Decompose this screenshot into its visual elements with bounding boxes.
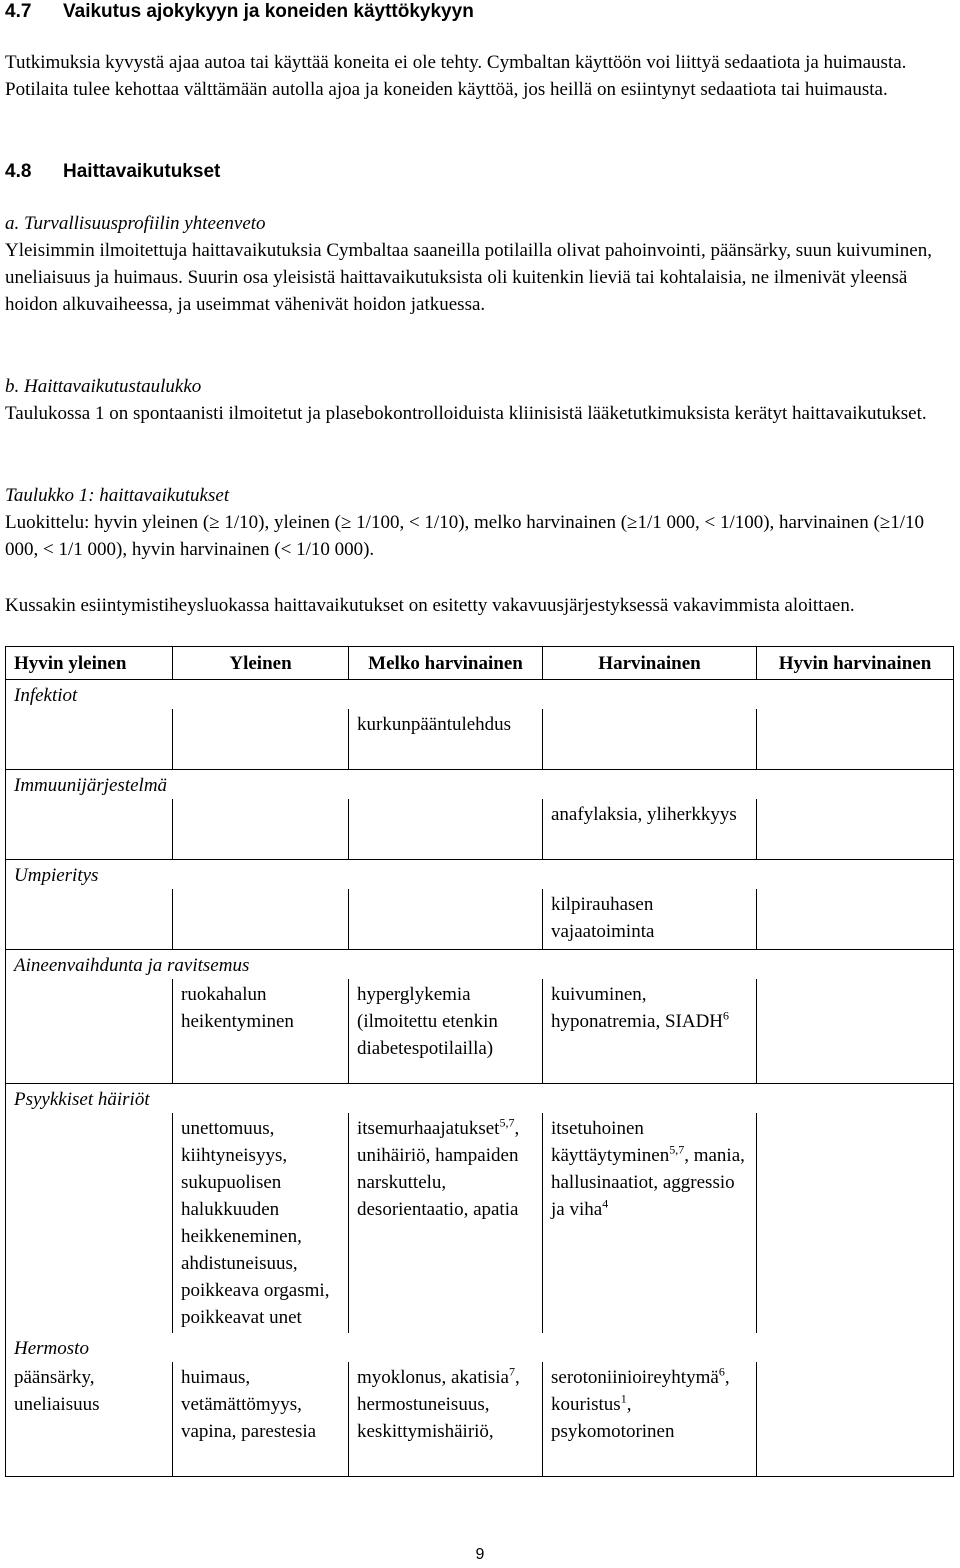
class-row-metabolism [6, 950, 954, 980]
class-row-nervous [6, 1333, 954, 1362]
section-number: 4.8 [5, 161, 32, 182]
section-number: 4.7 [5, 1, 32, 22]
class-row-infections [6, 680, 954, 710]
organ-class-label: Psyykkiset häiriöt [6, 1084, 954, 1114]
cell-text: kuivuminen, hyponatremia, SIADH [551, 984, 724, 1032]
classification-block [5, 482, 957, 563]
cell-uncommon: hyperglykemia (ilmoitettu etenkin diabetespotilailla) [349, 979, 543, 1084]
organ-class-label: Infektiot [6, 680, 954, 710]
footnote-ref: 5,7 [499, 1115, 515, 1130]
cell-text: , hermostuneisuus, keskittymishäiriö, [357, 1367, 520, 1442]
cell-very-common: päänsärky, uneliaisuus [6, 1362, 173, 1477]
cell-text: myoklonus, akatisia [357, 1367, 509, 1388]
cell-common: ruokahalun heikentyminen [173, 979, 349, 1084]
cell-text: itsetuhoinen käyttäytyminen [551, 1118, 670, 1166]
footnote-ref: 7 [508, 1364, 515, 1379]
cell-uncommon [349, 1113, 543, 1333]
header-very-rare: Hyvin harvinainen [757, 647, 954, 680]
footnote-ref: 4 [602, 1196, 609, 1211]
cell-common: huimaus, vetämättömyys, vapina, parestesia [173, 1362, 349, 1477]
table-row [6, 979, 954, 1084]
organ-class-label: Immuunijärjestelmä [6, 770, 954, 800]
subheading-a: a. Turvallisuusprofiilin yhteenveto [5, 213, 266, 234]
header-common: Yleinen [173, 647, 349, 680]
cell-text: itsemurhaajatukset [357, 1118, 500, 1139]
class-row-endocrine [6, 860, 954, 890]
order-note: Kussakin esiintymistiheysluokassa haittavaikutukset on esitetty vakavuusjärjestyksessä vakavimmista aloittaen. [5, 595, 855, 616]
header-uncommon: Melko harvinainen [349, 647, 543, 680]
adverse-table-intro-text: Taulukossa 1 on spontaanisti ilmoitetut ja plasebokontrolloiduista kliinisistä lääketutkimuksista kerätyt haittavaikutukset. [5, 403, 927, 424]
cell-text: , kouristus [551, 1367, 730, 1415]
footnote-ref: 6 [723, 1008, 730, 1023]
section-title: Haittavaikutukset [63, 161, 221, 182]
table-header-row [6, 647, 954, 680]
table-caption: Taulukko 1: haittavaikutukset [5, 485, 230, 506]
class-row-immune [6, 770, 954, 800]
driving-paragraph: Tutkimuksia kyvystä ajaa autoa tai käyttää koneita ei ole tehty. Cymbaltan käyttöön voi liittyä sedaatiota ja huimausta. Potilaita tulee kehottaa välttämään autolla ajoa ja koneiden käyttöä, jos heillä on esiintynyt sedaatiota tai huimausta. [5, 52, 907, 100]
cell-uncommon: kurkunpääntulehdus [349, 709, 543, 770]
class-row-psychiatric [6, 1084, 954, 1114]
classification-text: Luokittelu: hyvin yleinen (≥ 1/10), yleinen (≥ 1/100, < 1/10), melko harvinainen (≥1/1 000, < 1/100), harvinainen (≥1/10 000, < 1/1 000), hyvin harvinainen (< 1/10 000). [5, 512, 925, 560]
adverse-table-intro [5, 373, 957, 427]
cell-text: , unihäiriö, hampaiden narskuttelu, desorientaatio, apatia [357, 1118, 520, 1220]
table-row [6, 709, 954, 770]
footnote-ref: 1 [620, 1391, 627, 1406]
cell-rare: kilpirauhasen vajaatoiminta [543, 889, 757, 950]
safety-summary [5, 210, 957, 318]
cell-uncommon [349, 1362, 543, 1477]
cell-rare [543, 979, 757, 1084]
cell-text: serotoniinioireyhtymä [551, 1367, 719, 1388]
table-row [6, 889, 954, 950]
header-rare: Harvinainen [543, 647, 757, 680]
table-row [6, 1113, 954, 1333]
footnote-ref: 5,7 [669, 1142, 685, 1157]
organ-class-label: Hermosto [6, 1333, 954, 1362]
cell-rare [543, 1362, 757, 1477]
header-very-common: Hyvin yleinen [6, 647, 173, 680]
cell-text: , mania, hallusinaatiot, aggressio ja viha [551, 1145, 745, 1220]
footnote-ref: 6 [718, 1364, 725, 1379]
subheading-b: b. Haittavaikutustaulukko [5, 376, 202, 397]
safety-summary-text: Yleisimmin ilmoitettuja haittavaikutuksia Cymbaltaa saaneilla potilailla olivat pahoinvointi, päänsärky, suun kuivuminen, uneliaisuus ja huimaus. Suurin osa yleisistä haittavaikutuksista oli kuitenkin lieviä tai kohtalaisia, ne ilmenivät yleensä hoidon alkuvaiheessa, ja useimmat vähenivät hoidon jatkuessa. [5, 240, 932, 315]
adverse-effects-table [5, 646, 954, 1477]
cell-common: unettomuus, kiihtyneisyys, sukupuolisen halukkuuden heikkeneminen, ahdistuneisuus, poikkeava orgasmi, poikkeavat unet [173, 1113, 349, 1333]
section-heading-4-8 [5, 158, 220, 185]
section-heading-4-7 [5, 0, 474, 25]
cell-rare [543, 1113, 757, 1333]
section-title: Vaikutus ajokykyyn ja koneiden käyttökykyyn [63, 1, 474, 22]
page-number: 9 [475, 1546, 485, 1563]
cell-text: , psykomotorinen [551, 1394, 675, 1442]
cell-rare: anafylaksia, yliherkkyys [543, 799, 757, 860]
organ-class-label: Aineenvaihdunta ja ravitsemus [6, 950, 954, 980]
organ-class-label: Umpieritys [6, 860, 954, 890]
table-row [6, 799, 954, 860]
table-row [6, 1362, 954, 1477]
